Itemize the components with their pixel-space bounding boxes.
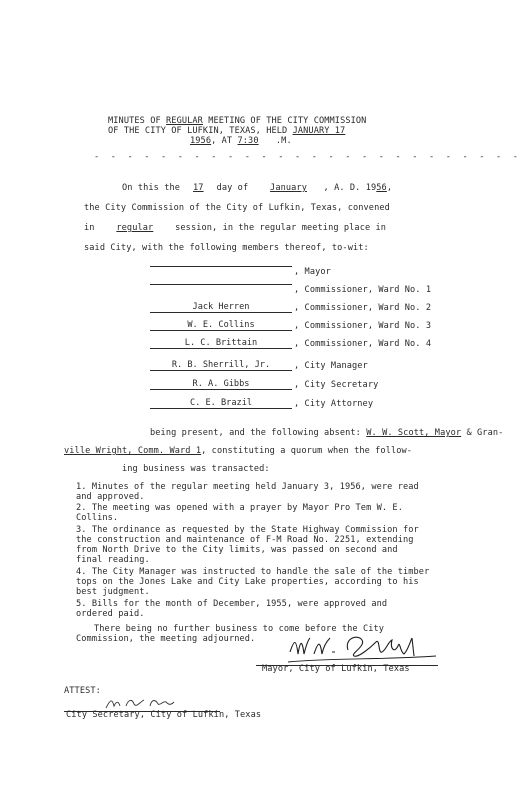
quorum-line-2: [64, 446, 412, 456]
member-title: , Mayor: [294, 267, 331, 277]
quorum-text: being present, and the following absent:: [150, 428, 361, 438]
item-line: 3. The ordinance as requested by the State Highway Commission for: [76, 525, 419, 535]
item-line: 2. The meeting was opened with a prayer by Mayor Pro Tem W. E.: [76, 503, 403, 513]
item-line: ordered paid.: [76, 609, 145, 619]
meeting-date: JANUARY 17: [292, 126, 346, 136]
quorum-text: , constituting a quorum when the follow-: [201, 446, 413, 456]
header-line-3: [190, 136, 292, 146]
member-title: , Commissioner, Ward No. 2: [294, 303, 432, 313]
closing-line: Commission, the meeting adjourned.: [76, 634, 256, 644]
quorum-line-1: [150, 428, 503, 438]
item-line: Collins.: [76, 513, 119, 523]
item-line: from North Drive to the City limits, was passed on second and: [76, 545, 398, 555]
header-text: .M.: [275, 136, 292, 146]
intro-line-4: said City, with the following members thereof, to-wit:: [84, 243, 369, 253]
member-name: R. B. Sherrill, Jr.: [150, 360, 292, 371]
item-line: 1. Minutes of the regular meeting held January 3, 1956, were read: [76, 482, 419, 492]
mayor-signature: [288, 628, 438, 668]
member-name: W. E. Collins: [150, 320, 292, 331]
item-line: the construction and maintenance of F-M Road No. 2251, extending: [76, 535, 414, 545]
member-name: L. C. Brittain: [150, 338, 292, 349]
header-line-1: [108, 116, 366, 126]
header-line-2: [108, 126, 345, 136]
item-line: and approved.: [76, 492, 145, 502]
attest-label: ATTEST:: [64, 686, 101, 696]
mayor-caption: Mayor, City of Lufkin, Texas: [262, 664, 410, 674]
member-name: Jack Herren: [150, 302, 292, 313]
meeting-day: 17: [193, 183, 204, 193]
header-text: MINUTES OF: [108, 116, 161, 126]
session-type: regular: [116, 223, 154, 233]
absent-member: W. W. Scott, Mayor: [366, 428, 462, 438]
quorum-text: & Gran-: [466, 428, 504, 438]
item-line: 5. Bills for the month of December, 1955, were approved and: [76, 599, 388, 609]
intro-line-2: the City Commission of the City of Lufkin, Texas, convened: [84, 203, 390, 213]
intro-line-1: [122, 183, 392, 193]
member-title: , Commissioner, Ward No. 1: [294, 285, 432, 295]
intro-text: session, in the regular meeting place in: [175, 223, 387, 233]
meeting-type: REGULAR: [166, 116, 203, 126]
intro-text: ,: [386, 183, 393, 193]
member-title: , City Attorney: [294, 399, 374, 409]
secretary-caption: City Secretary, City of Lufkin, Texas: [66, 710, 262, 720]
item-line: 4. The City Manager was instructed to handle the sale of the timber: [76, 567, 430, 577]
member-name: [150, 266, 292, 267]
absent-member: ville Wright, Comm. Ward 1: [64, 446, 202, 456]
item-line: final reading.: [76, 555, 150, 565]
member-title: , Commissioner, Ward No. 4: [294, 339, 432, 349]
member-title: , Commissioner, Ward No. 3: [294, 321, 432, 331]
meeting-year: 1956: [190, 136, 212, 146]
header-text: MEETING OF THE CITY COMMISSION: [208, 116, 367, 126]
closing-line: There being no further business to come before the City: [94, 624, 385, 634]
intro-text: , A. D. 19: [323, 183, 377, 193]
member-name: C. E. Brazil: [150, 398, 292, 409]
meeting-year-short: 56: [376, 183, 387, 193]
meeting-time: 7:30: [237, 136, 259, 146]
intro-line-3: [84, 223, 386, 233]
intro-text: On this the: [122, 183, 181, 193]
item-line: tops on the Jones Lake and City Lake properties, according to his: [76, 577, 419, 587]
member-name: [150, 284, 292, 285]
intro-text: day of: [216, 183, 249, 193]
member-name: R. A. Gibbs: [150, 379, 292, 390]
dash-rule: - - - - - - - - - - - - - - - - - - - - - - - - - -: [94, 152, 521, 162]
item-line: best judgment.: [76, 587, 150, 597]
header-text: OF THE CITY OF LUFKIN, TEXAS, HELD: [108, 126, 288, 136]
header-text: , AT: [211, 136, 233, 146]
quorum-line-3: ing business was transacted:: [122, 464, 270, 474]
intro-text: in: [84, 223, 95, 233]
member-title: , City Secretary: [294, 380, 379, 390]
meeting-month: January: [270, 183, 307, 193]
member-title: , City Manager: [294, 361, 368, 371]
